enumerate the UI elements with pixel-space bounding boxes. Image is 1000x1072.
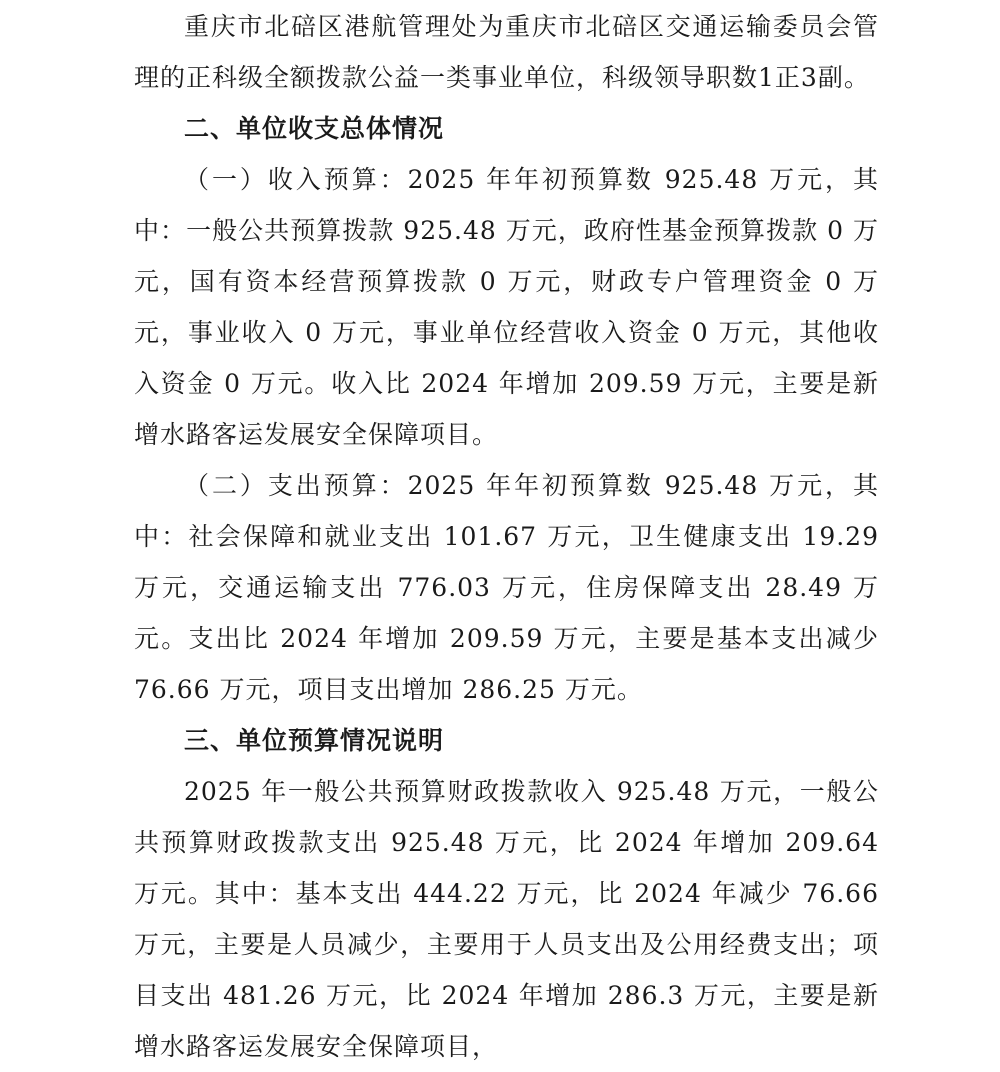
intro-paragraph: 重庆市北碚区港航管理处为重庆市北碚区交通运输委员会管理的正科级全额拨款公益一类事业单位，科级领导职数1正3副。 (134, 12, 879, 92)
section-3-heading: 三、单位预算情况说明 (184, 726, 445, 755)
income-budget-paragraph: （一）收入预算：2025 年年初预算数 925.48 万元，其中：一般公共预算拨款 925.48 万元，政府性基金预算拨款 0 万元，国有资本经营预算拨款 0 万元，财政专户管理资金 0 万元，事业收入 0 万元，事业单位经营收入资金 0 万元，其他收入资金 0 万元。收入比 2024 年增加 209.59 万元，主要是新增水路客运发展安全保障项目。 (134, 165, 879, 449)
document-body (134, 0, 879, 1072)
section-2-heading: 二、单位收支总体情况 (184, 114, 445, 143)
expenditure-budget-paragraph: （二）支出预算：2025 年年初预算数 925.48 万元，其中：社会保障和就业支出 101.67 万元，卫生健康支出 19.29 万元，交通运输支出 776.03 万元，住房保障支出 28.49 万元。支出比 2024 年增加 209.59 万元，主要是基本支出减少 76.66 万元，项目支出增加 286.25 万元。 (134, 471, 879, 704)
budget-explanation-paragraph: 2025 年一般公共预算财政拨款收入 925.48 万元，一般公共预算财政拨款支出 925.48 万元，比 2024 年增加 209.64 万元。其中：基本支出 444.22 万元，比 2024 年减少 76.66 万元，主要是人员减少，主要用于人员支出及公用经费支出；项目支出 481.26 万元，比 2024 年增加 286.3 万元，主要是新增水路客运发展安全保障项目， (134, 777, 879, 1061)
